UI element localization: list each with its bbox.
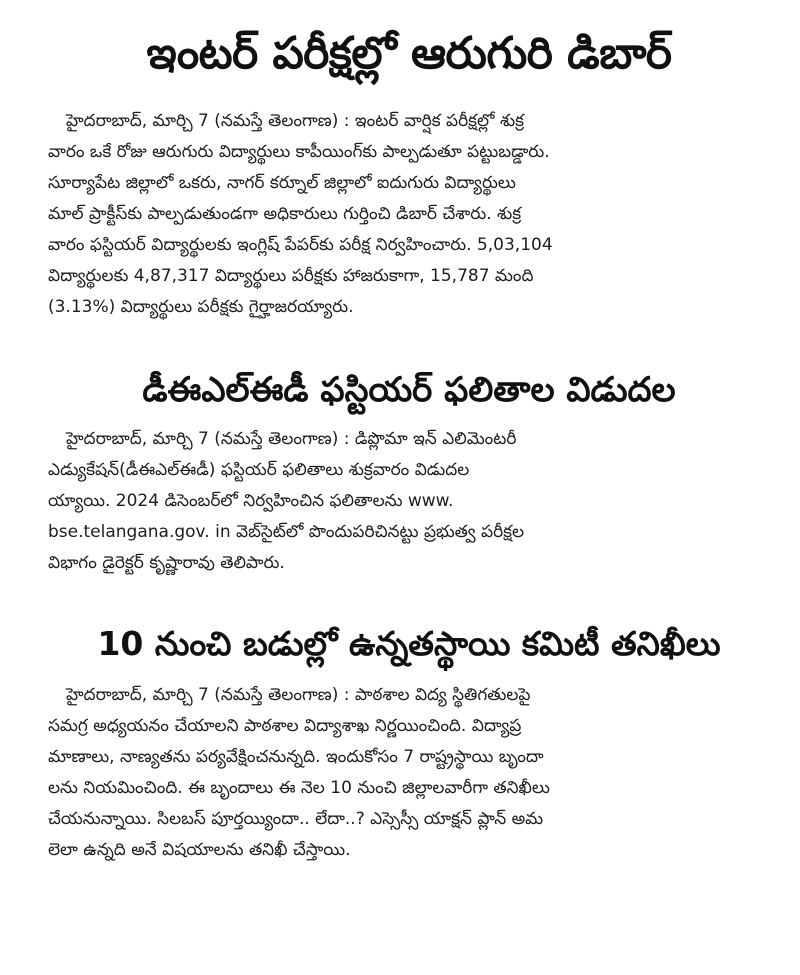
article-3-line: లను నియమించింది. ఈ బృందాలు ఈ నెల 10 నుంచి జిల్లాలవారీగా తనిఖీలు bbox=[48, 778, 550, 798]
article-1-body bbox=[48, 106, 770, 356]
article-2-line: ఎడ్యుకేషన్‌(డీఈఎల్‌ఈడీ) ఫస్టియర్‌ ఫలితాలు శుక్రవారం విడుదల bbox=[48, 460, 470, 480]
article-3-line: మాణాలు, నాణ్యతను పర్యవేక్షించనున్నది. ఇందుకోసం 7 రాష్ట్రస్థాయి బృందా bbox=[48, 747, 544, 767]
article-1-line: విద్యార్థులకు 4,87,317 విద్యార్థులు పరీక్షకు హాజరుకాగా, 15,787 మంది bbox=[48, 266, 534, 286]
article-2-line: విభాగం డైరెక్టర్‌ కృష్ణారావు తెలిపారు. bbox=[48, 553, 285, 573]
article-1-line: వారం ఫస్టియర్‌ విద్యార్థులకు ఇంగ్లిష్‌ పేపర్‌కు పరీక్ష నిర్వహించారు. 5,03,104 bbox=[48, 235, 553, 255]
article-3-headline: 10 నుంచి బడుల్లో ఉన్నతస్థాయి కమిటీ తనిఖీలు bbox=[97, 624, 721, 663]
article-3-line: హైదరాబాద్‌, మార్చి 7 (నమస్తే తెలంగాణ) : పాఠశాల విద్య స్థితిగతులపై bbox=[66, 685, 531, 705]
article-2-headline: డీఈఎల్‌ఈడీ ఫస్టియర్‌ ఫలితాల విడుదల bbox=[142, 370, 676, 410]
article-1-headline: ఇంటర్‌ పరీక్షల్లో ఆరుగురి డిబార్‌ bbox=[146, 28, 672, 79]
article-3-line: సమగ్ర అధ్యయనం చేయాలని పాఠశాల విద్యాశాఖ నిర్ణయించింది. విద్యాప్ర bbox=[48, 716, 522, 736]
article-1-line: మాల్‌ ప్రాక్టీస్‌కు పాల్పడుతుండగా అధికారులు గుర్తించి డిబార్‌ చేశారు. శుక్ర bbox=[48, 204, 522, 224]
article-1-line: హైదరాబాద్‌, మార్చి 7 (నమస్తే తెలంగాణ) : ఇంటర్‌ వార్షిక పరీక్షల్లో శుక్ర bbox=[66, 111, 525, 131]
article-3-line: చేయనున్నాయి. సిలబస్‌ పూర్తయ్యిందా.. లేదా..? ఎస్సెస్సీ యాక్షన్‌ ప్లాన్‌ అమ bbox=[48, 809, 544, 829]
article-3-line: లెలా ఉన్నది అనే విషయాలను తనిఖీ చేస్తాయి. bbox=[48, 840, 351, 860]
article-1-line: వారం ఒకే రోజు ఆరుగురు విద్యార్థులు కాపీయింగ్‌కు పాల్పడుతూ పట్టుబడ్డారు. bbox=[48, 142, 550, 162]
article-2-body bbox=[48, 424, 770, 612]
article-2-line: bse.telangana.gov. in వెబ్‌సైట్‌లో పొందుపరిచినట్టు ప్రభుత్వ పరీక్షల bbox=[48, 522, 525, 542]
article-1-line: సూర్యాపేట జిల్లాలో ఒకరు, నాగర్‌ కర్నూల్‌ జిల్లాలో ఐదుగురు విద్యార్థులు bbox=[48, 173, 516, 193]
article-2-line: హైదరాబాద్‌, మార్చి 7 (నమస్తే తెలంగాణ) : డిప్లొమా ఇన్‌ ఎలిమెంటరీ bbox=[66, 429, 517, 449]
article-1-line: (3.13%) విద్యార్థులు పరీక్షకు గైర్హాజరయ్యారు. bbox=[48, 297, 354, 317]
article-3-body bbox=[48, 680, 770, 900]
article-2-line: య్యాయి. 2024 డిసెంబర్‌లో నిర్వహించిన ఫలితాలను www. bbox=[48, 491, 454, 511]
